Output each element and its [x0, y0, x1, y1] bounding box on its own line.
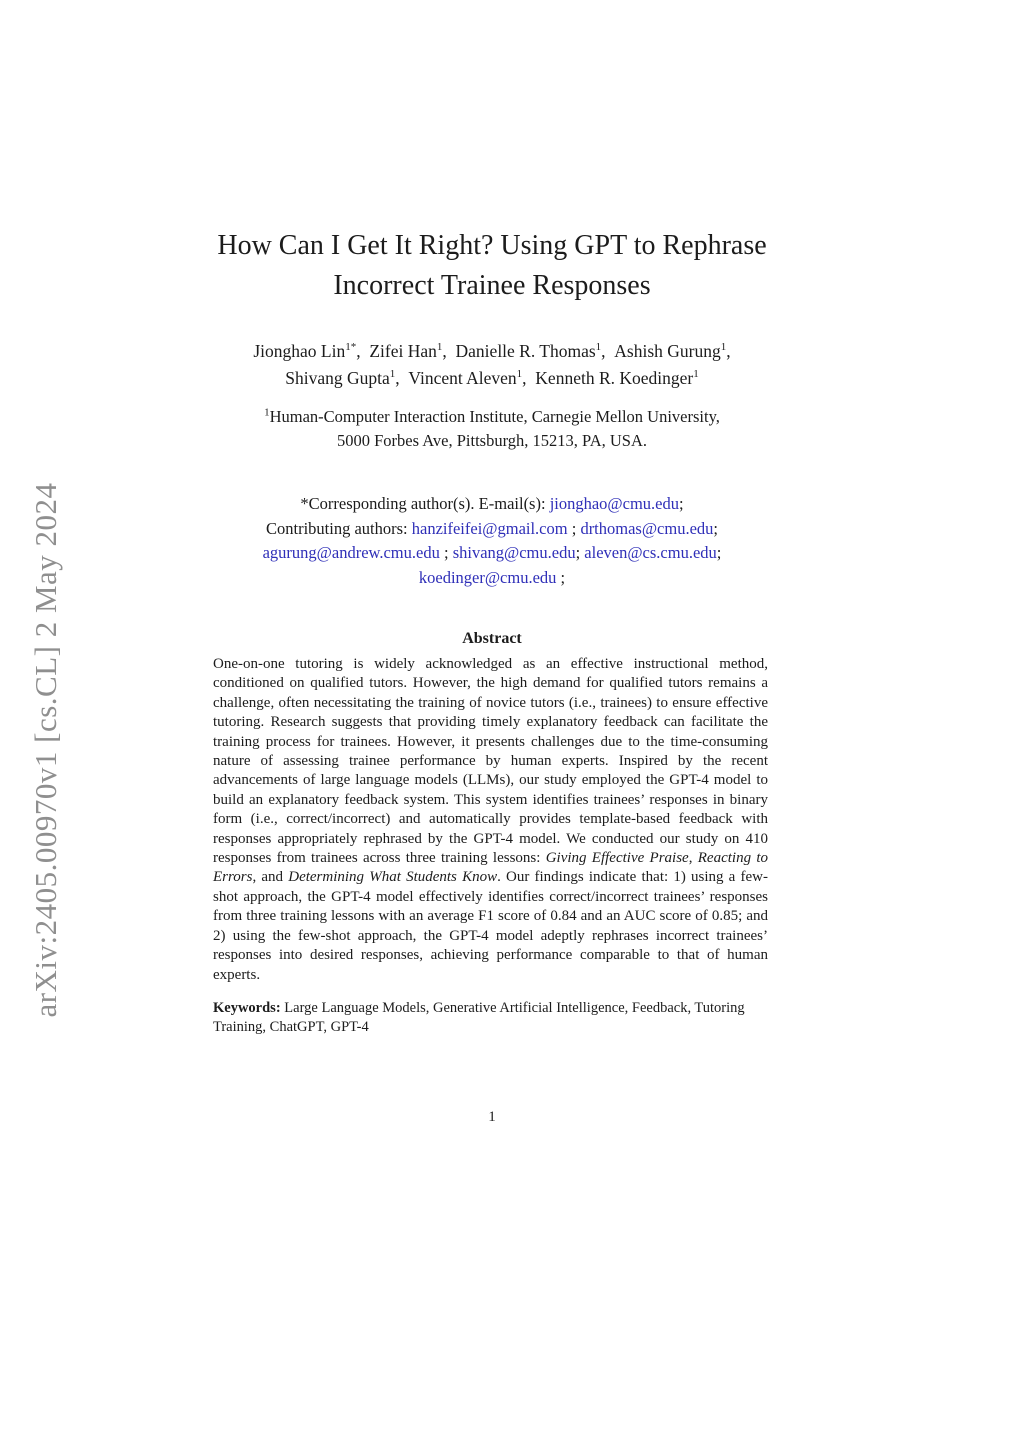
contact-block [193, 492, 791, 590]
author-separator: , [442, 341, 456, 361]
author-separator: , [726, 341, 731, 361]
author-name: Ashish Gurung [614, 341, 721, 361]
punctuation: ; [716, 543, 722, 562]
affiliation-line-1 [193, 405, 791, 429]
contributing-line-1 [193, 517, 791, 542]
author-separator: , [522, 368, 536, 388]
email-link[interactable]: shivang@cmu.edu [452, 543, 576, 562]
keywords-label: Keywords: [213, 999, 281, 1016]
affiliation-line-2: 5000 Forbes Ave, Pittsburgh, 15213, PA, USA. [336, 431, 648, 450]
author-name: Kenneth R. Koedinger [535, 368, 694, 388]
author-name: Danielle R. Thomas [455, 341, 596, 361]
arxiv-stamp: arXiv:2405.00970v1 [cs.CL] 2 May 2024 [28, 482, 63, 1018]
keywords-block [213, 999, 768, 1037]
author-affiliation-ref: 1 [595, 341, 602, 354]
contributing-label: Contributing authors: [266, 518, 412, 538]
email-link[interactable]: hanzifeifei@gmail.com [411, 518, 568, 538]
author-name: Vincent Aleven [408, 368, 517, 388]
punctuation: ; [556, 567, 566, 587]
punctuation: ; [439, 543, 453, 562]
author-separator: , [601, 341, 615, 361]
abstract-segment: , [688, 850, 698, 867]
abstract-segment: , and [252, 869, 289, 886]
author-line-2 [193, 365, 791, 392]
abstract-segment: One-on-one tutoring is widely acknowledged as an effective instructional method, conditioned on qualified tutors. However, the high demand for qualified tutors remains a challenge, often necessitating the training of novice tutors (i.e., trainees) to ensure effective tutoring. Research suggests that providing timely explanatory feedback can facilitate the training process for trainees. However, it presents challenges due to the time-consuming nature of assessing trainee performance by human experts. Inspired by the recent advancements of large language models (LLMs), our study employed the GPT-4 model to build an explanatory feedback system. This system identifies trainees’ responses in binary form (i.e., correct/incorrect) and automatically provides template-based feedback with responses appropriately rephrased by the GPT-4 model. We conducted our study on 410 responses from trainees across three training lessons: [213, 656, 768, 867]
lesson-name: Determining What Students Know [288, 869, 498, 886]
email-link[interactable]: drthomas@cmu.edu [580, 518, 714, 538]
email-link[interactable]: agurung@andrew.cmu.edu [262, 543, 440, 562]
author-affiliation-ref: 1 [436, 341, 443, 354]
author-separator: , [395, 368, 409, 388]
author-name: Jionghao Lin [253, 341, 346, 361]
page-number: 1 [488, 1108, 496, 1125]
corresponding-label: *Corresponding author(s). E-mail(s): [300, 494, 550, 513]
title-line-1: How Can I Get It Right? Using GPT to Rephrase [217, 230, 767, 261]
affiliation-text: Human-Computer Interaction Institute, Carnegie Mellon University, [269, 407, 720, 426]
author-list [193, 338, 791, 392]
contributing-line-2 [193, 541, 791, 566]
author-name: Shivang Gupta [285, 368, 390, 388]
punctuation: ; [713, 518, 718, 538]
contributing-line-3 [193, 566, 791, 591]
punctuation: ; [575, 543, 585, 562]
email-link[interactable]: aleven@cs.cmu.edu [584, 543, 717, 562]
corresponding-line [193, 492, 791, 517]
author-affiliation-ref: 1 [516, 368, 523, 381]
author-affiliation-ref: 1 [720, 341, 727, 354]
abstract-segment: . Our findings indicate that: 1) using a few-shot approach, the GPT-4 model effectively identifies correct/incorrect trainees’ responses from three training lessons with an average F1 score of 0.84 and an AUC score of 0.85; and 2) using the few-shot approach, the GPT-4 model adeptly rephrases incorrect trainees’ responses into desired responses, achieving performance comparable to that of human experts. [213, 869, 768, 983]
paper-content [193, 0, 791, 1126]
author-affiliation-ref: 1 [693, 368, 699, 381]
author-separator: , [356, 341, 370, 361]
title-line-2: Incorrect Trainee Responses [333, 270, 651, 301]
author-affiliation-ref: 1 [389, 368, 396, 381]
email-link[interactable]: jionghao@cmu.edu [549, 494, 679, 513]
affiliation [193, 405, 791, 453]
author-name: Zifei Han [369, 341, 437, 361]
author-affiliation-ref: 1* [345, 341, 357, 354]
email-link[interactable]: koedinger@cmu.edu [418, 567, 557, 587]
page-title [193, 226, 791, 306]
keywords-text: Large Language Models, Generative Artificial Intelligence, Feedback, Tutoring Training, ChatGPT, GPT-4 [213, 999, 745, 1035]
abstract-text [213, 655, 768, 985]
lesson-name: Giving Effective Praise [545, 850, 689, 867]
affiliation-marker: 1 [264, 406, 270, 419]
abstract-heading: Abstract [462, 630, 522, 647]
author-line-1 [193, 338, 791, 365]
punctuation: ; [678, 494, 684, 513]
lesson-name: Reacting to Errors [213, 850, 769, 886]
punctuation: ; [567, 518, 581, 538]
